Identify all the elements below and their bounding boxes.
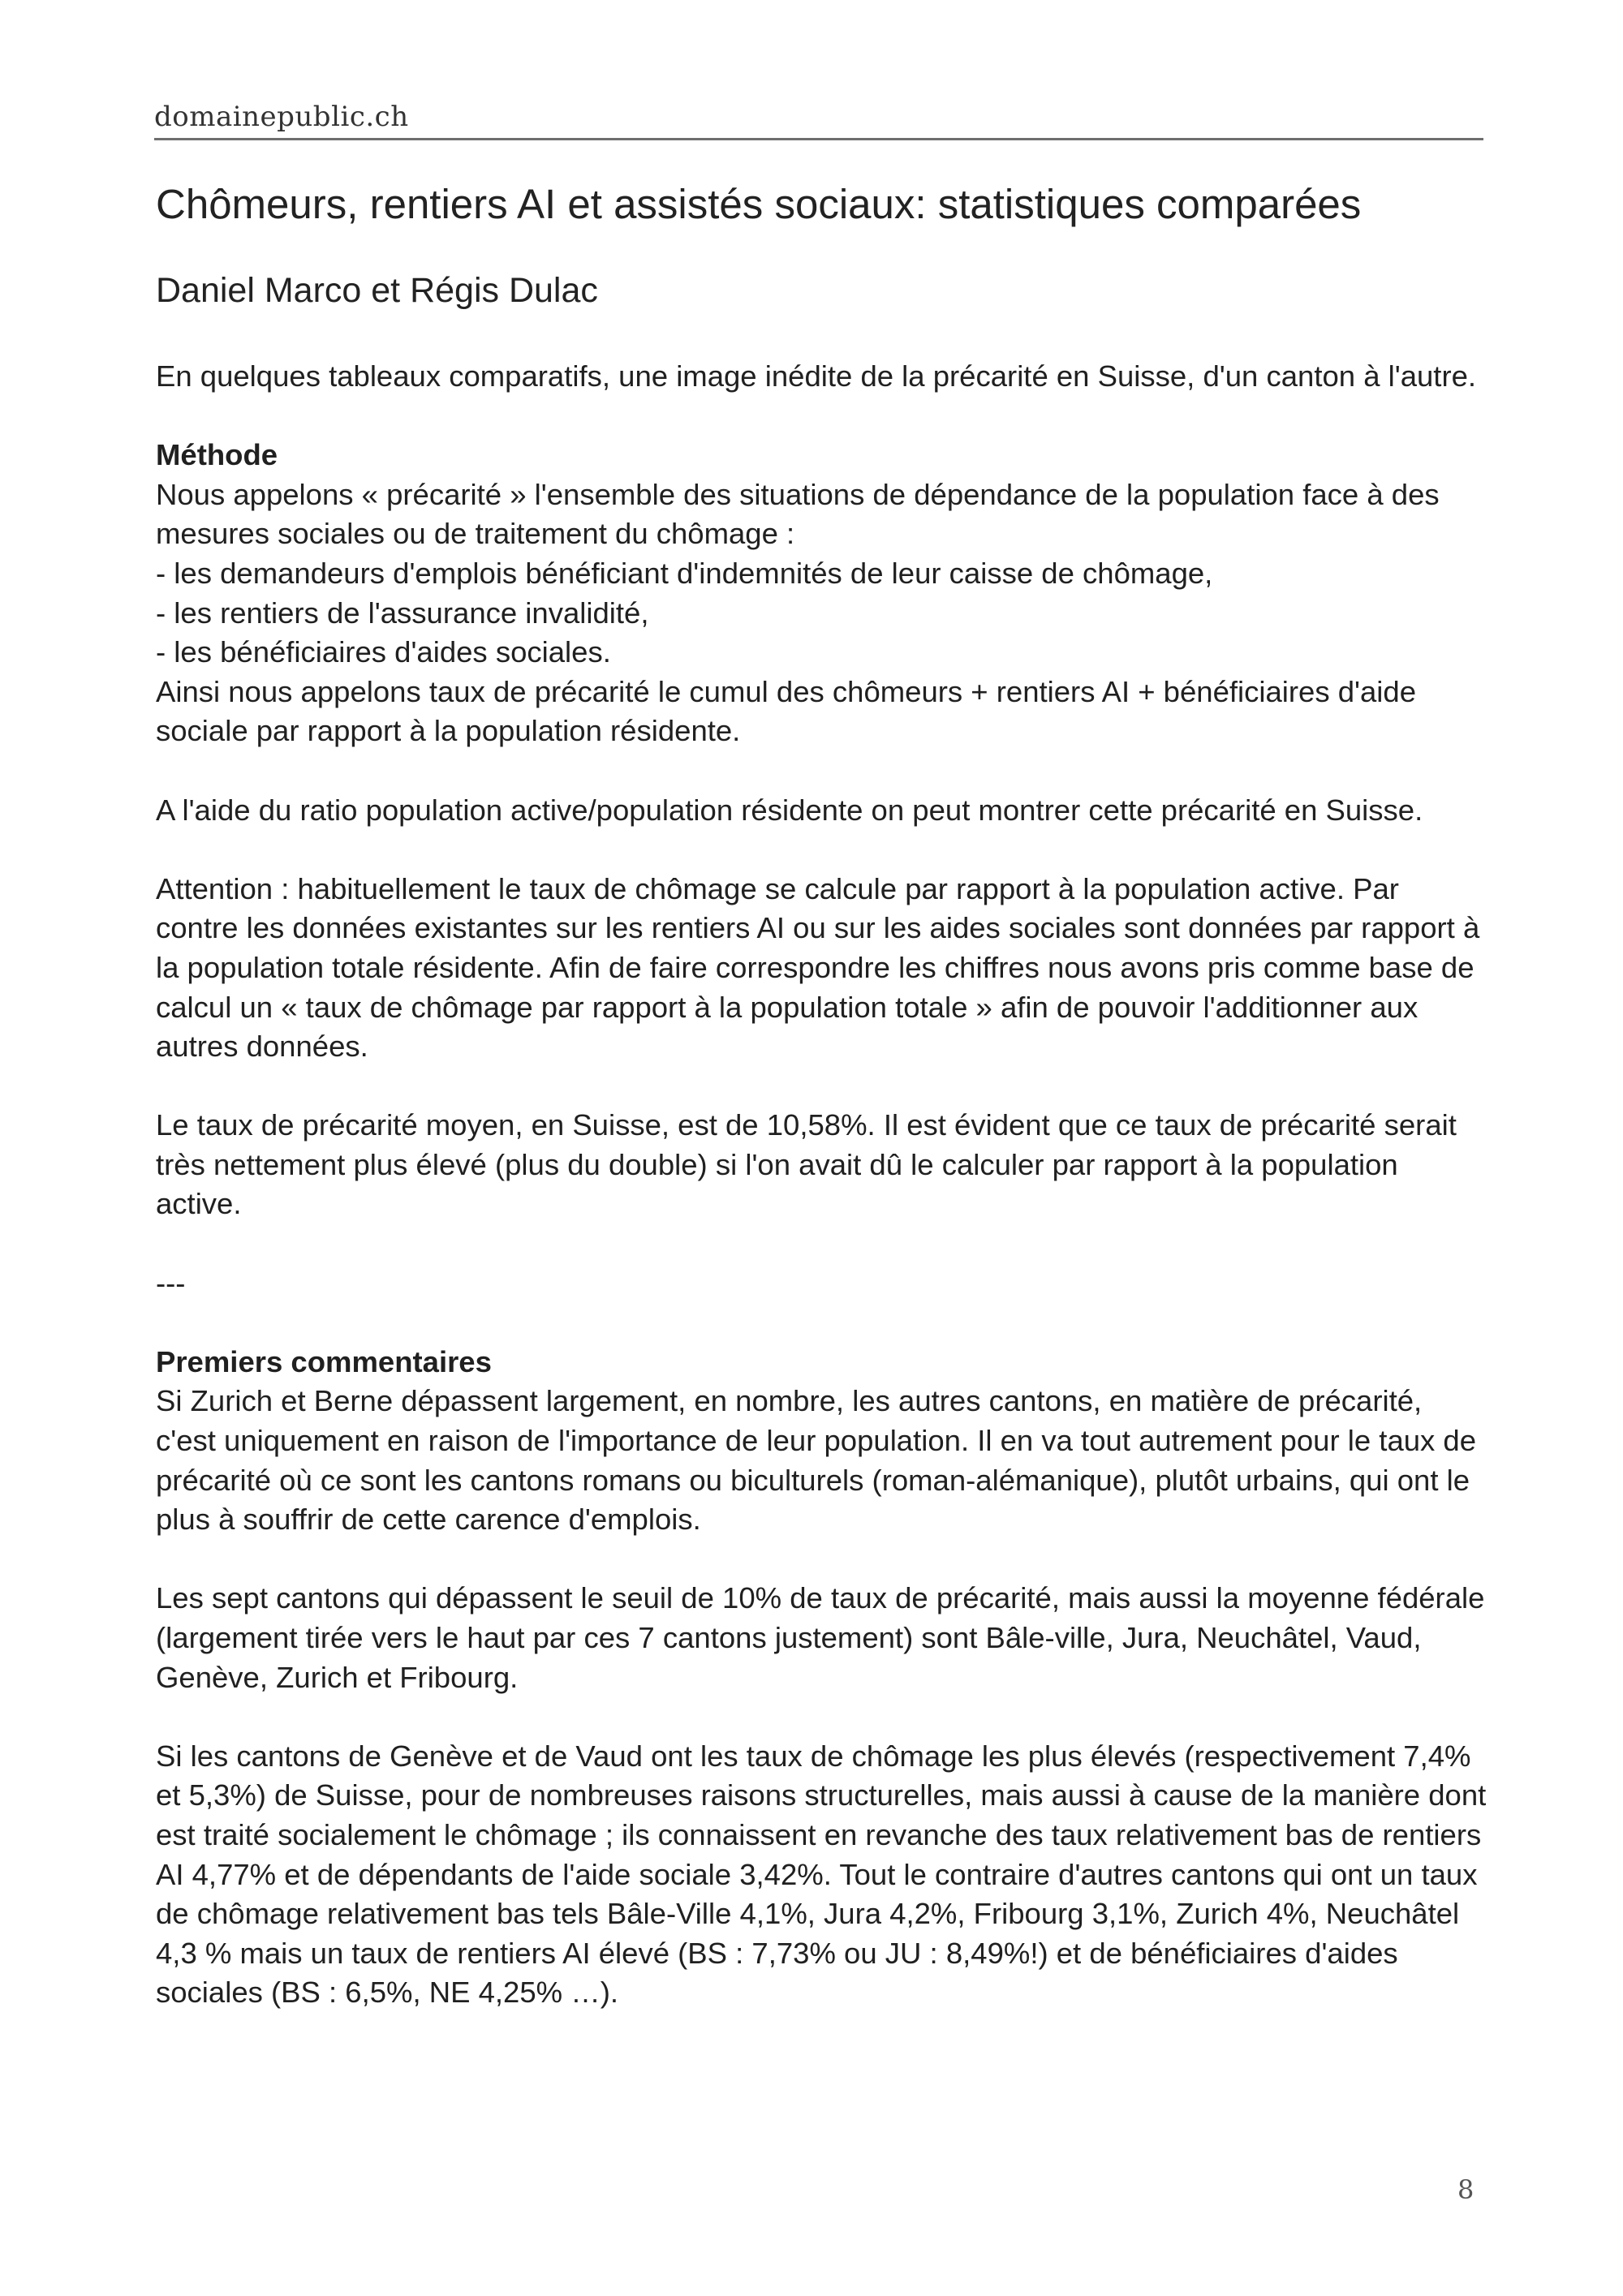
site-name: domainepublic.ch [154,101,409,133]
article-title: Chômeurs, rentiers AI et assistés sociaux: statistiques comparées [156,181,1362,227]
methode-section [156,436,1487,751]
header-divider [154,138,1483,140]
methode-list-item: - les bénéficiaires d'aides sociales. [156,635,611,669]
intro-paragraph: En quelques tableaux comparatifs, une image inédite de la précarité en Suisse, d'un canton à l'autre. [156,359,1477,393]
commentaires-paragraph: Si Zurich et Berne dépassent largement, en nombre, les autres cantons, en matière de précarité, c'est uniquement en raison de l'importance de leur population. Il en va tout autrement pour le taux de précarité où ce sont les cantons romans ou biculturels (roman-alémanique), plutôt urbains, qui ont le plus à souffrir de cette carence d'emplois. [156,1384,1477,1537]
methode-list-item: - les demandeurs d'emplois bénéficiant d'indemnités de leur caisse de chômage, [156,556,1213,590]
page-number: 8 [1457,2174,1474,2205]
methode-lead: Nous appelons « précarité » l'ensemble des situations de dépendance de la population face à des mesures sociales ou de traitement du chômage : [156,477,1440,551]
methode-conclusion: Ainsi nous appelons taux de précarité le cumul des chômeurs + rentiers AI + bénéficiaires d'aide sociale par rapport à la population résidente. [156,674,1417,748]
article-authors: Daniel Marco et Régis Dulac [156,271,598,310]
methode-list-item: - les rentiers de l'assurance invalidité, [156,595,649,630]
commentaires-heading: Premiers commentaires [156,1344,492,1378]
article-body [156,357,1487,2053]
seven-cantons-paragraph: Les sept cantons qui dépassent le seuil de 10% de taux de précarité, mais aussi la moyenne fédérale (largement tirée vers le haut par ces 7 cantons justement) sont Bâle-ville, Jura, Neuchâtel, Vaud, Genève, Zurich et Fribourg. [156,1581,1485,1694]
ratio-paragraph: A l'aide du ratio population active/population résidente on peut montrer cette précarité en Suisse. [156,793,1423,827]
geneve-vaud-paragraph: Si les cantons de Genève et de Vaud ont les taux de chômage les plus élevés (respectivement 7,4% et 5,3%) de Suisse, pour de nombreuses raisons structurelles, mais aussi à cause de la manière dont est traité socialement le chômage ; ils connaissent en revanche des taux relativement bas de rentiers AI 4,77% et de dépendants de l'aide sociale 3,42%. Tout le contraire d'autres cantons qui ont un taux de chômage relativement bas tels Bâle-Ville 4,1%, Jura 4,2%, Fribourg 3,1%, Zurich 4%, Neuchâtel 4,3 % mais un taux de rentiers AI élevé (BS : 7,73% ou JU : 8,49%!) et de bénéficiaires d'aides sociales (BS : 6,5%, NE 4,25% …). [156,1739,1487,2010]
commentaires-section [156,1343,1487,1540]
average-paragraph: Le taux de précarité moyen, en Suisse, est de 10,58%. Il est évident que ce taux de précarité serait très nettement plus élevé (plus du double) si l'on avait dû le calculer par rapport à la population active. [156,1108,1457,1221]
attention-paragraph: Attention : habituellement le taux de chômage se calcule par rapport à la population active. Par contre les données existantes sur les rentiers AI ou sur les aides sociales sont données par rapport à la population totale résidente. Afin de faire correspondre les chiffres nous avons pris comme base de calcul un « taux de chômage par rapport à la population totale » afin de pouvoir l'additionner aux autres données. [156,871,1480,1064]
section-separator: --- [156,1266,186,1300]
methode-heading: Méthode [156,438,278,472]
